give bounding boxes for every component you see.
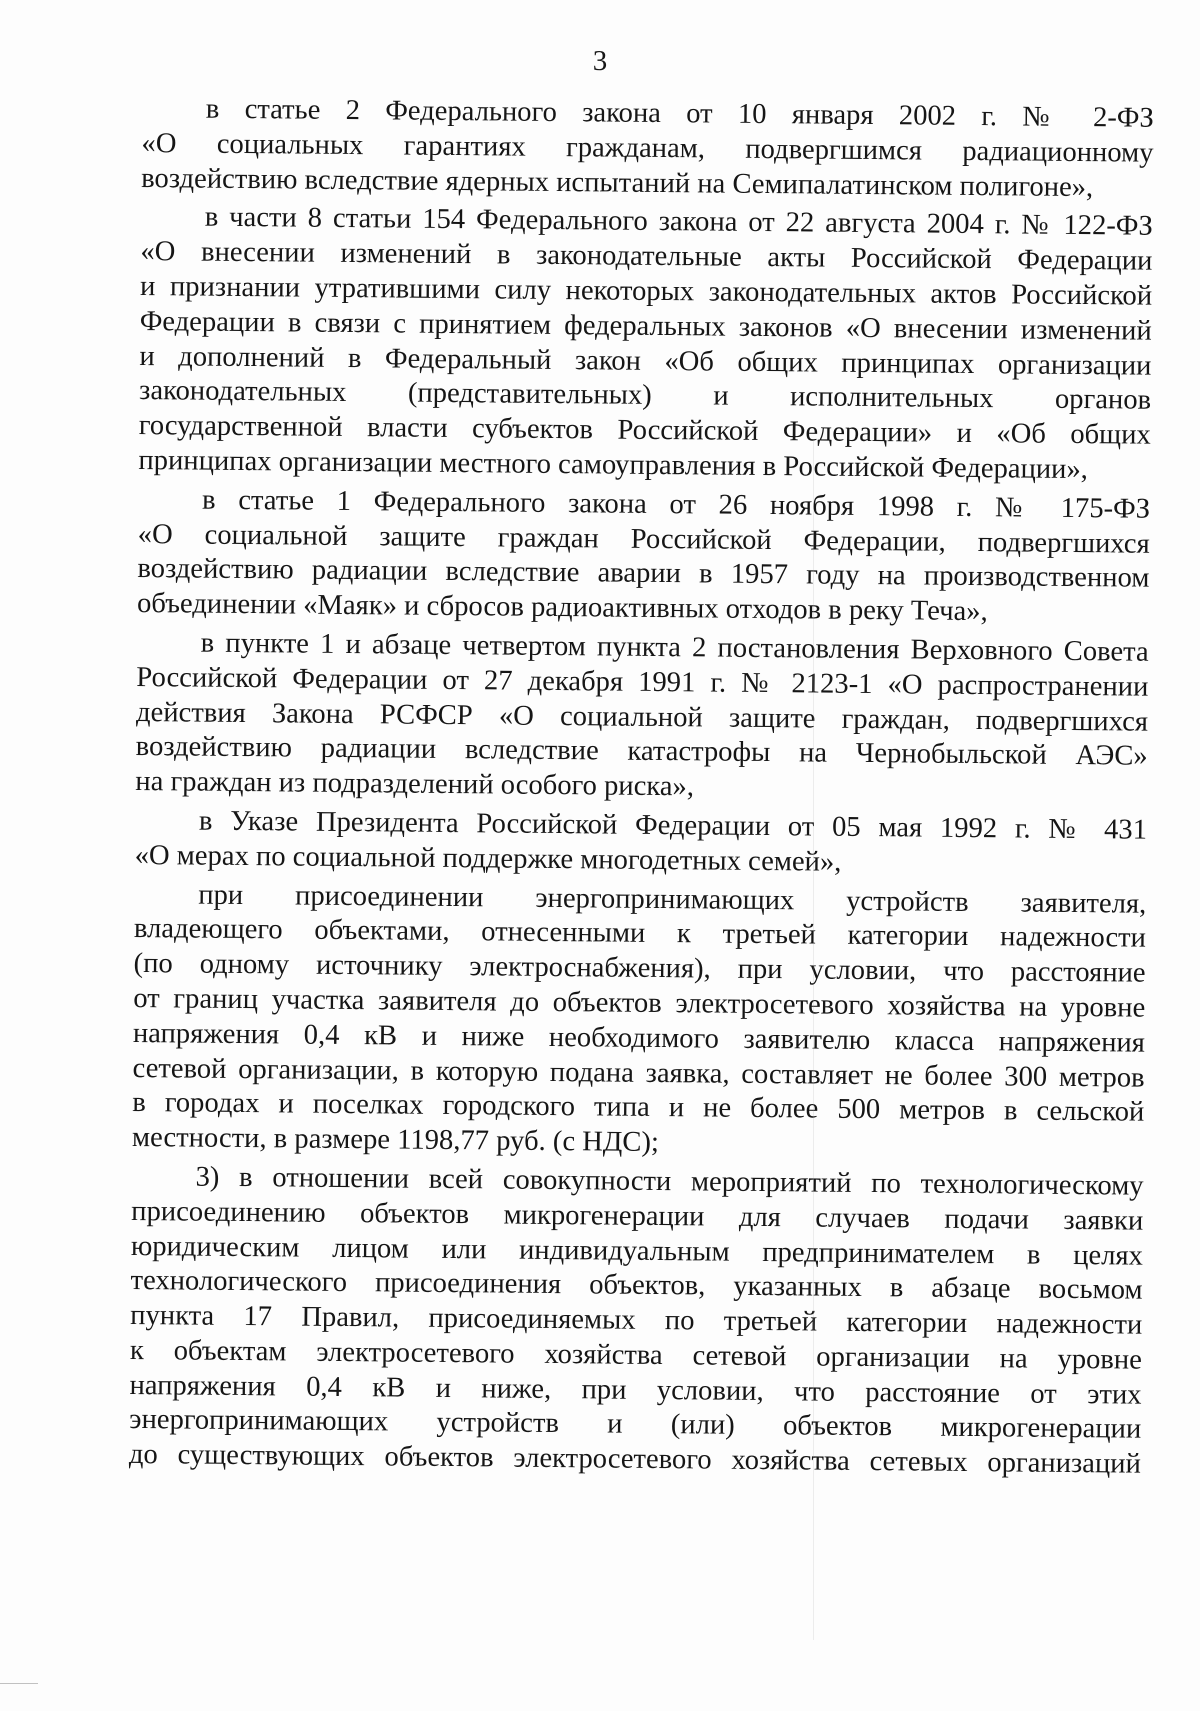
text-line: до существующих объектов электросетевого хозяйства сетевых организаций: [128, 1439, 1142, 1480]
text-line: присоединению объектов микрогенерации для случаев подачи заявки: [131, 1195, 1144, 1237]
text-line: объединении «Маяк» и сбросов радиоактивных отходов в реку Теча»,: [136, 588, 988, 628]
text-line: воздействию вследствие ядерных испытаний на Семипалатинском полигоне»,: [141, 162, 1094, 203]
text-line: государственной власти субъектов Российской Федерации» и «Об общих: [138, 410, 1151, 451]
text-line: в статье 2 Федерального закона от 10 января 2002 г. № 2-ФЗ: [205, 93, 1154, 134]
text-line: действия Закона РСФСР «О социальной защите граждан, подвергшихся: [135, 696, 1149, 738]
text-line: в части 8 статьи 154 Федерального закона от 22 августа 2004 г. № 122-ФЗ: [204, 201, 1153, 243]
text-line: при присоединении энергопринимающих устройств заявителя,: [198, 879, 1147, 920]
text-line: Федерации в связи с принятием федеральных законов «О внесении изменений: [139, 305, 1152, 347]
page-number: 3: [592, 45, 608, 77]
scan-edge-mark: [0, 1683, 38, 1684]
text-line: в пункте 1 и абзаце четвертом пункта 2 постановления Верховного Совета: [200, 627, 1149, 668]
text-line: и дополнений в Федеральный закон «Об общих принципах организации: [139, 340, 1152, 382]
scan-fold-line: [813, 440, 814, 1640]
text-line: «О внесении изменений в законодательные акты Российской Федерации: [140, 236, 1153, 277]
text-line: на граждан из подразделений особого риска»,: [135, 766, 695, 803]
text-line: «О мерах по социальной поддержке многодетных семей»,: [134, 839, 842, 878]
text-line: воздействию радиации вследствие катастрофы на Чернобыльской АЭС»: [135, 731, 1148, 773]
text-line: пункта 17 Правил, присоединяемых по третьей категории надежности: [130, 1300, 1143, 1341]
text-line: в Указе Президента Российской Федерации от 05 мая 1992 г. № 431: [198, 805, 1148, 846]
text-line: «О социальных гарантиях гражданам, подвергшимся радиационному: [141, 127, 1154, 169]
text-line: в статье 1 Федерального закона от 26 ноября 1998 г. № 175-ФЗ: [201, 484, 1151, 525]
text-line: Российской Федерации от 27 декабря 1991 г. № 2123-1 «О распространении: [136, 661, 1149, 703]
text-line: 3) в отношении всей совокупности мероприятий по технологическому: [195, 1161, 1144, 1202]
text-line: напряжения 0,4 кВ и ниже, при условии, что расстояние от этих: [129, 1369, 1142, 1411]
text-line: (по одному источнику электроснабжения), при условии, что расстояние: [133, 948, 1146, 989]
document-body: [129, 92, 1154, 1487]
text-line: принципах организации местного самоуправления в Российской Федерации»,: [138, 444, 1089, 486]
paragraph: [138, 200, 1153, 488]
text-line: местности, в размере 1198,77 руб. (с НДС);: [131, 1122, 660, 1159]
text-line: технологического присоединения объектов, указанных в абзаце восьмом: [130, 1265, 1143, 1306]
text-line: напряжения 0,4 кВ и ниже необходимого заявителю класса напряжения: [132, 1017, 1146, 1059]
paragraph: [134, 804, 1147, 883]
text-line: и признании утратившими силу некоторых законодательных актов Российской: [139, 270, 1153, 312]
text-line: к объектам электросетевого хозяйства сетевой организации на уровне: [129, 1334, 1143, 1376]
paragraph: [129, 1160, 1144, 1483]
text-line: воздействию радиации вследствие аварии в 1957 году на производственном: [137, 553, 1150, 595]
text-line: от границ участка заявителя до объектов электросетевого хозяйства на уровне: [133, 982, 1146, 1024]
text-line: сетевой организации, в которую подана заявка, составляет не более 300 метров: [132, 1052, 1145, 1094]
text-line: законодательных (представительных) и исполнительных органов: [138, 375, 1152, 417]
paragraph: [141, 92, 1154, 206]
text-line: «О социальной защите граждан Российской Федерации, подвергшихся: [137, 518, 1150, 560]
paragraph: [135, 626, 1149, 810]
text-line: владеющего объектами, отнесенными к третьей категории надежности: [133, 913, 1147, 955]
text-line: в городах и поселках городского типа и не более 500 метров в сельской: [132, 1087, 1145, 1128]
paragraph: [132, 877, 1147, 1165]
text-line: юридическим лицом или индивидуальным предпринимателем в целях: [130, 1230, 1144, 1272]
paragraph: [137, 483, 1150, 632]
text-line: энергопринимающих устройств и (или) объектов микрогенерации: [129, 1404, 1142, 1446]
